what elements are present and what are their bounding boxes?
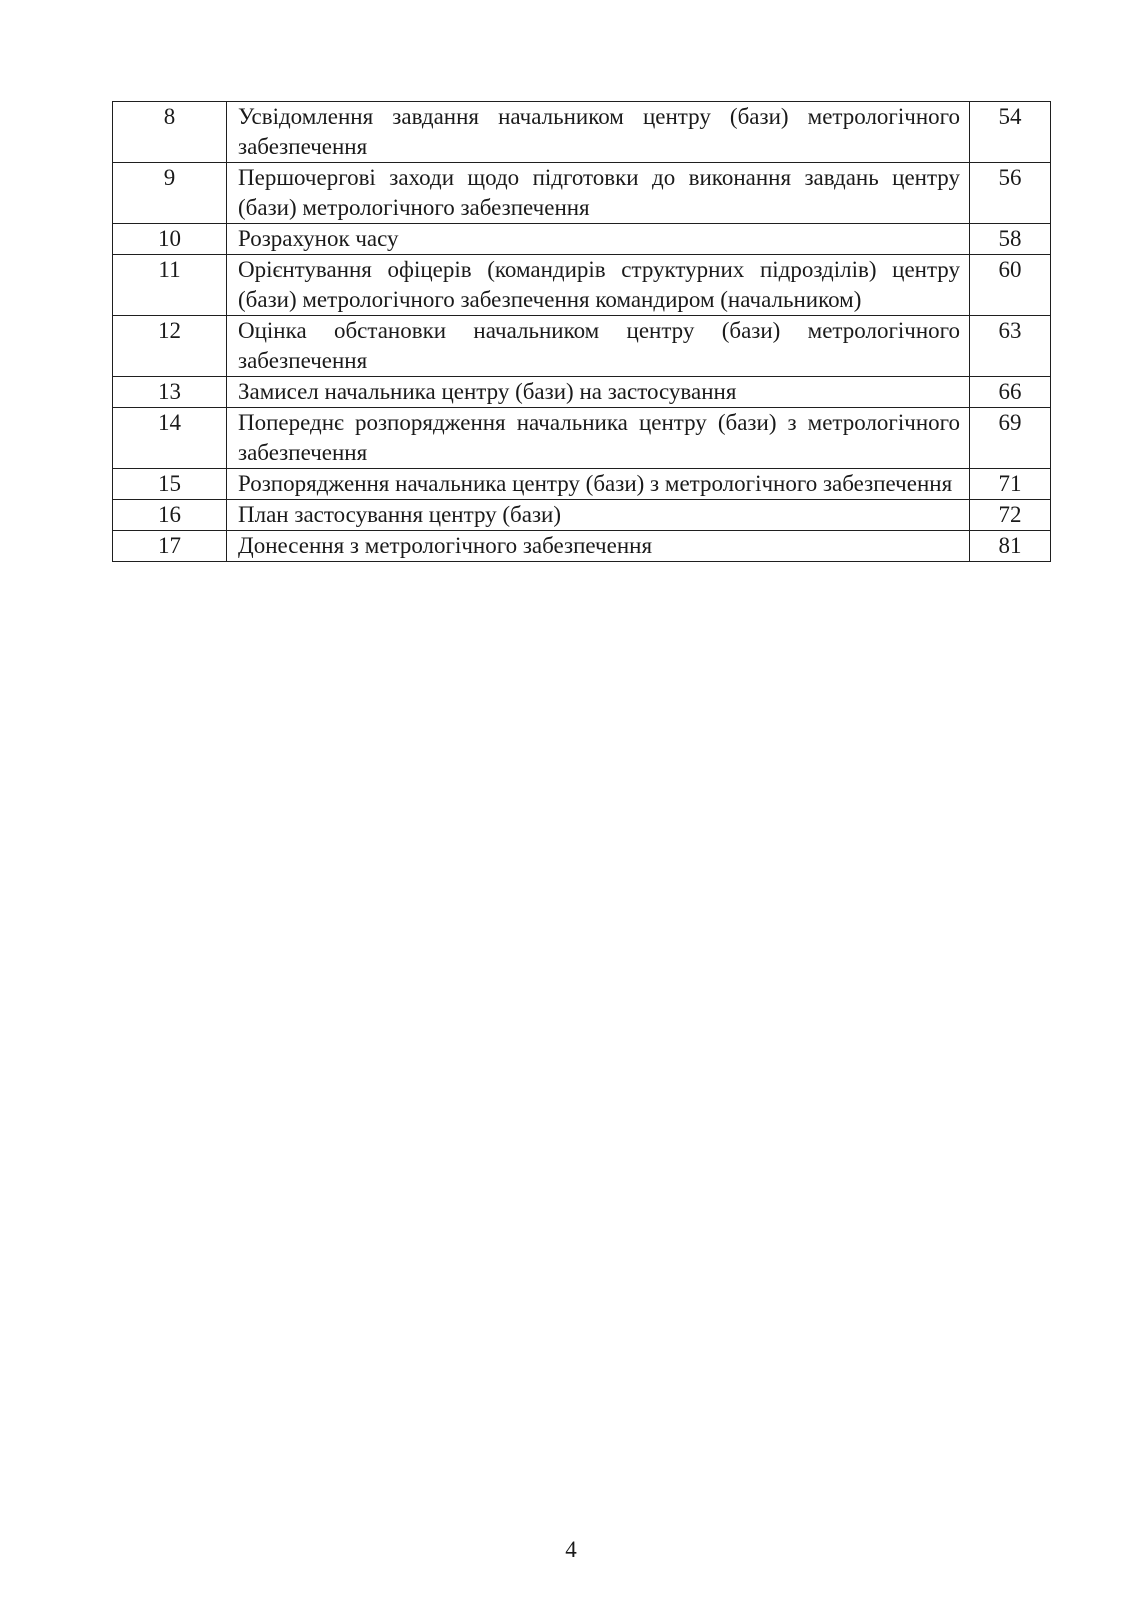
- page-number: 4: [565, 1537, 577, 1562]
- row-title: Розпорядження начальника центру (бази) з метрологічного забезпечення: [227, 469, 970, 500]
- row-number: 9: [113, 163, 227, 224]
- row-number: 15: [113, 469, 227, 500]
- table-row: [113, 163, 1051, 224]
- row-title: План застосування центру (бази): [227, 500, 970, 531]
- table-row: [113, 500, 1051, 531]
- table-of-contents: [112, 101, 1051, 562]
- row-number: 16: [113, 500, 227, 531]
- row-page: 72: [970, 500, 1051, 531]
- row-title: Донесення з метрологічного забезпечення: [227, 531, 970, 562]
- table-row: [113, 255, 1051, 316]
- row-page: 69: [970, 408, 1051, 469]
- row-title: Попереднє розпорядження начальника центру (бази) з метрологічного забезпечення: [227, 408, 970, 469]
- toc-body: [113, 102, 1051, 562]
- row-number: 8: [113, 102, 227, 163]
- row-page: 58: [970, 224, 1051, 255]
- row-page: 60: [970, 255, 1051, 316]
- table-row: [113, 469, 1051, 500]
- table-row: [113, 316, 1051, 377]
- row-title: Замисел начальника центру (бази) на застосування: [227, 377, 970, 408]
- row-title: Розрахунок часу: [227, 224, 970, 255]
- row-page: 66: [970, 377, 1051, 408]
- row-title: Усвідомлення завдання начальником центру (бази) метрологічного забезпечення: [227, 102, 970, 163]
- row-title: Першочергові заходи щодо підготовки до виконання завдань центру (бази) метрологічного забезпечення: [227, 163, 970, 224]
- row-number: 10: [113, 224, 227, 255]
- row-page: 81: [970, 531, 1051, 562]
- row-page: 56: [970, 163, 1051, 224]
- row-number: 17: [113, 531, 227, 562]
- table-row: [113, 377, 1051, 408]
- row-number: 12: [113, 316, 227, 377]
- table-row: [113, 531, 1051, 562]
- row-number: 13: [113, 377, 227, 408]
- row-page: 71: [970, 469, 1051, 500]
- row-number: 14: [113, 408, 227, 469]
- table-row: [113, 408, 1051, 469]
- row-title: Орієнтування офіцерів (командирів структурних підрозділів) центру (бази) метрологічного забезпечення командиром (начальником): [227, 255, 970, 316]
- table-row: [113, 102, 1051, 163]
- table-row: [113, 224, 1051, 255]
- row-number: 11: [113, 255, 227, 316]
- row-page: 63: [970, 316, 1051, 377]
- row-title: Оцінка обстановки начальником центру (бази) метрологічного забезпечення: [227, 316, 970, 377]
- row-page: 54: [970, 102, 1051, 163]
